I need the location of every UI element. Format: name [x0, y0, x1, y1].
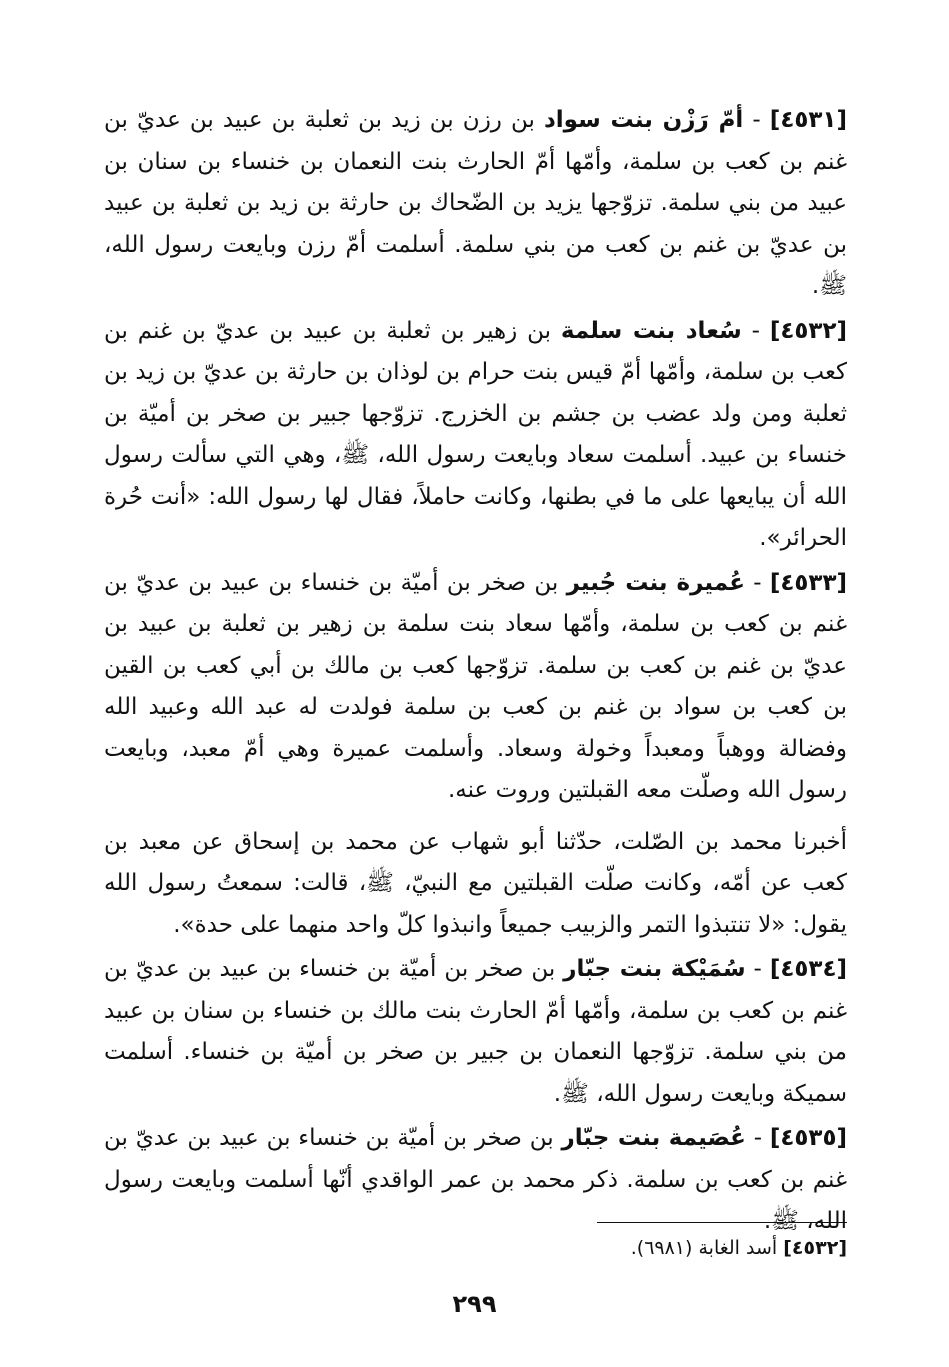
entry-number: [٤٥٣٤]	[769, 956, 848, 982]
footnote-text: أسد الغابة (٦٩٨١).	[630, 1237, 778, 1259]
footnote-divider	[597, 1222, 847, 1223]
footnote	[447, 1234, 847, 1262]
page-body	[104, 100, 847, 1280]
entry-4531: [٤٥٣١] - أمّ رَزْن بنت سواد بن رزن بن زيد بن ثعلبة بن عبيد بن عديّ بن غنم بن كعب بن سلمة، وأمّها أمّ الحارث بنت النعمان بن خنساء بن سنان بن عبيد من بني سلمة. تزوّجها يزيد بن الضّحاك بن حارثة بن زيد بن ثعلبة بن عبيد بن عديّ بن غنم بن كعب من بني سلمة. أسلمت أمّ رزن وبايعت رسول الله، ﷺ.	[104, 107, 847, 299]
entry-text: بن صخر بن أميّة بن خنساء بن عبيد بن عديّ بن غنم بن كعب بن سلمة. ذكر محمد بن عمر الواقدي أنّها أسلمت وبايعت رسول الله، ﷺ.	[104, 1125, 847, 1234]
entry-number: [٤٥٣٣]	[769, 569, 847, 596]
entry-name: عُميرة بنت جُبير	[566, 569, 745, 596]
hadith-paragraph: أخبرنا محمد بن الصّلت، حدّثنا أبو شهاب عن محمد بن إسحاق عن معبد بن كعب عن أمّه، وكانت صلّت القبلتين مع النبيّ، ﷺ، قالت: سمعتُ رسول الله يقول: «لا تنتبذوا التمر والزبيب جميعاً وانبذوا كلّ واحد منهما على حدة».	[104, 828, 847, 938]
entry-text: بن صخر بن أميّة بن خنساء بن عبيد بن عديّ بن غنم بن كعب بن سلمة، وأمّها أمّ الحارث بنت مالك بن خنساء بن سنان بن عبيد من بني سلمة. تزوّجها النعمان بن جبير بن صخر بن أميّة بن خنساء. أسلمت سميكة وبايعت رسول الله، ﷺ.	[104, 956, 847, 1107]
entry-4534: [٤٥٣٤] - سُمَيْكة بنت جبّار بن صخر بن أميّة بن خنساء بن عبيد بن عديّ بن غنم بن كعب بن سلمة، وأمّها أمّ الحارث بنت مالك بن خنساء بن سنان بن عبيد من بني سلمة. تزوّجها النعمان بن جبير بن صخر بن أميّة بن خنساء. أسلمت سميكة وبايعت رسول الله، ﷺ.	[104, 956, 848, 1107]
page-number: ٢٩٩	[452, 1290, 497, 1318]
entry-4533: [٤٥٣٣] - عُميرة بنت جُبير بن صخر بن أميّة بن خنساء بن عبيد بن عديّ بن غنم بن كعب بن سلمة، وأمّها سعاد بنت سلمة بن زهير بن ثعلبة بن عبيد بن عديّ بن غنم بن كعب بن سلمة. تزوّجها كعب بن مالك بن أبي كعب بن القين بن كعب بن سواد بن غنم بن كعب بن سلمة فولدت له عبد الله وعبيد الله وفضالة ووهباً ومعبداً وخولة وسعاد. وأسلمت عميرة وهي أمّ معبد، وبايعت رسول الله وصلّت معه القبلتين وروت عنه.	[104, 569, 847, 803]
entry-number: [٤٥٣١]	[769, 107, 847, 133]
entry-text: بن زهير بن ثعلبة بن عبيد بن عديّ بن غنم بن كعب بن سلمة، وأمّها أمّ قيس بنت حرام بن لوذان بن حارثة بن عديّ بن زيد بن ثعلبة ومن ولد عضب بن جشم بن الخزرج. تزوّجها جبير بن صخر بن أميّة بن خنساء بن عبيد. أسلمت سعاد وبايعت رسول الله، ﷺ، وهي التي سألت رسول الله أن يبايعها على ما في بطنها، وكانت حاملاً، فقال لها رسول الله: «أنت حُرة الحرائر».	[104, 317, 847, 551]
entry-name: سُمَيْكة بنت جبّار	[563, 956, 746, 982]
entry-name: أمّ رَزْن بنت سواد	[544, 107, 744, 133]
entry-text: بن صخر بن أميّة بن خنساء بن عبيد بن عديّ بن غنم بن كعب بن سلمة، وأمّها سعاد بنت سلمة بن زهير بن ثعلبة بن عبيد بن عديّ بن غنم بن كعب بن سلمة. تزوّجها كعب بن مالك بن أبي كعب بن القين بن كعب بن سواد بن غنم بن كعب بن سلمة فولدت له عبد الله وعبيد الله وفضالة ووهباً ومعبداً وخولة وسعاد. وأسلمت عميرة وهي أمّ معبد، وبايعت رسول الله وصلّت معه القبلتين وروت عنه.	[104, 569, 847, 803]
entry-number: [٤٥٣٢]	[769, 317, 847, 344]
footnote-number: [٤٥٣٢]	[783, 1237, 847, 1259]
entry-4532: [٤٥٣٢] - سُعاد بنت سلمة بن زهير بن ثعلبة بن عبيد بن عديّ بن غنم بن كعب بن سلمة، وأمّها أمّ قيس بنت حرام بن لوذان بن حارثة بن عديّ بن زيد بن ثعلبة ومن ولد عضب بن جشم بن الخزرج. تزوّجها جبير بن صخر بن أميّة بن خنساء بن عبيد. أسلمت سعاد وبايعت رسول الله، ﷺ، وهي التي سألت رسول الله أن يبايعها على ما في بطنها، وكانت حاملاً، فقال لها رسول الله: «أنت حُرة الحرائر».	[104, 317, 847, 551]
entry-name: سُعاد بنت سلمة	[560, 317, 742, 344]
entry-4535: [٤٥٣٥] - عُصَيمة بنت جبّار بن صخر بن أميّة بن خنساء بن عبيد بن عديّ بن غنم بن كعب بن سلمة. ذكر محمد بن عمر الواقدي أنّها أسلمت وبايعت رسول الله، ﷺ.	[104, 1125, 847, 1234]
entry-number: [٤٥٣٥]	[769, 1125, 847, 1151]
entry-name: عُصَيمة بنت جبّار	[561, 1125, 746, 1151]
entry-text: بن رزن بن زيد بن ثعلبة بن عبيد بن عديّ بن غنم بن كعب بن سلمة، وأمّها أمّ الحارث بنت النعمان بن خنساء بن سنان بن عبيد من بني سلمة. تزوّجها يزيد بن الضّحاك بن حارثة بن زيد بن ثعلبة بن عبيد بن عديّ بن غنم بن كعب من بني سلمة. أسلمت أمّ رزن وبايعت رسول الله، ﷺ.	[104, 107, 847, 299]
